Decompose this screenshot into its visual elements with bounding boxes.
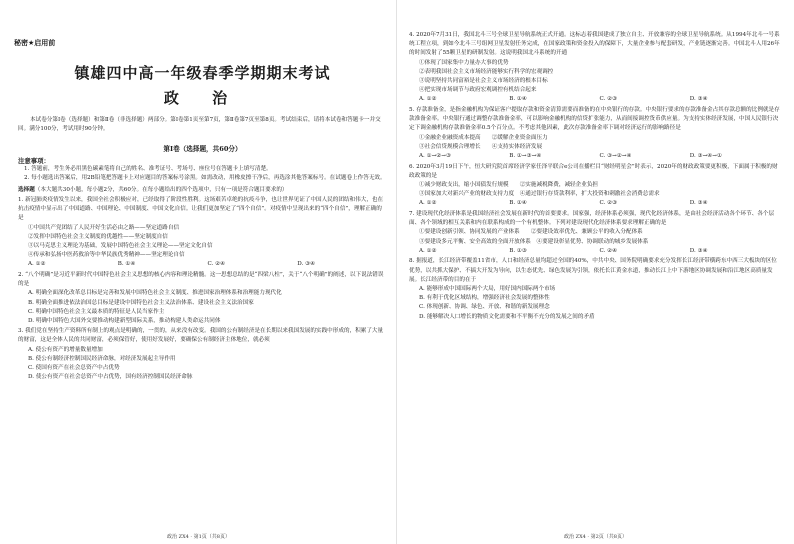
question-option: D. 能够解决人口增长的物质文化需要和不平衡不充分的发展之间的矛盾 [419, 313, 595, 320]
choice-a: A. ①→②→③ [419, 153, 452, 160]
question-item: ①减少财政支出，缩小国债发行规模 ②实施减税降费，减轻企业负担 [419, 182, 599, 189]
question-option: D. 使公有资产在社会总资产中占优势，国有经济控制国民经济命脉 [28, 374, 193, 381]
answer-choices [18, 260, 387, 270]
section-title: 第Ⅰ卷（选择题，共60分） [163, 145, 242, 154]
question-option: A. 能够形成中国国际两个大局，用好国内国际两个市场 [419, 286, 556, 293]
notice-item: 2. 每小题选出答案后，用2B铅笔把答题卡上对应题目的答案标号涂黑。如需改动，用橡皮擦干净后，再选涂其他答案标号。在试题卷上作答无效。 [24, 174, 386, 181]
question-item: ③国家加大对新兴产业的财政支持力度 ④通过银行存贷款利率，扩大投资和刺激社会消费总需求 [419, 191, 660, 198]
question-2 [18, 271, 387, 326]
selection-instructions: （本大题共30小题，每小题2分，共60分。在每小题给出的四个选项中，只有一项是符合题目要求的） [34, 187, 288, 194]
choice-c: C. ③→②→④ [599, 153, 632, 160]
choice-a: A. ①② [419, 96, 437, 103]
choice-d: D. ③④ [297, 261, 316, 268]
exam-subject: 政 治 [163, 89, 242, 107]
choice-a: A. ①② [419, 200, 437, 207]
question-item: ①体现了国家集中力量办大事的优势 [419, 59, 509, 66]
choice-c: C. ②④ [599, 247, 618, 254]
choice-c: C. ②③ [599, 200, 618, 207]
answer-choices [409, 95, 780, 105]
notice-item: 1. 答题前，考生务必用黑色碳素笔将自己的姓名、准考证号、考场号、座位号在答题卡上填写清楚。 [24, 166, 272, 173]
question-1 [18, 196, 387, 270]
answer-choices [409, 152, 780, 162]
question-option: D. 明确中国特色大国外交要推动构建新型国际关系，推动构建人类命运共同体 [28, 318, 221, 324]
question-item: ①金融企业融资成本提高 ②缓解企业资金面压力 [419, 134, 548, 141]
answer-choices [409, 199, 780, 209]
question-item: ③以马克思主义理论为基础，发展中国特色社会主义理论——坚定文化自信 [28, 242, 213, 249]
question-option: A. 明确全面深化改革总目标是完善和发展中国特色社会主义制度、推进国家治理体系和治理能力现代化 [28, 290, 282, 297]
question-4 [409, 31, 780, 105]
choice-b: B. ①④ [509, 200, 527, 207]
question-stem: 3. 我们党在坚持生产资料所有制上的观点是明确的，一贯的，从来没有改变。我国的公有制经济是在长期以来我国发展的实践中形成的，积累了大量的财富，这是全体人民的共同财富，必须保管好，使用好发展好，要确保公有制经济主体地位，就必须 [18, 328, 384, 344]
question-stem: 5. 存款准备金，是指金融机构为保证客户提取存款和资金清算需要而准备的在中央银行的存款。中央银行要求的存款准备金占其存款总额的比例就是存款准备金率。中央银行通过调整存款准备金率，可以影响金融机构的信贷扩张能力，从而间接调控货币供应量。为支持实体经济发展，中国人民银行决定下调金融机构存款准备金率0.5个百分点。不考虑其他因素，此次存款准备金率下调对经济运行的影响路径是 [409, 107, 780, 132]
question-item: ②表明我国社会主义市场经济能够实行科学的宏观调控 [419, 68, 554, 75]
exam-title: 镇雄四中高一年级春季学期期末考试 [74, 64, 331, 82]
question-stem: 2. “八个明确”是习近平新时代中国特色社会主义思想的核心内容和理论精髓。这一思想总结的是“四梁八柱”，关于“八个明确”的阐述，以下说法错误的是 [18, 271, 384, 288]
question-6 [409, 163, 780, 209]
question-item: ①中国共产党团结了人民开好生活必由之路——坚定道路自信 [28, 224, 180, 231]
page-footer: 政治 ZX4 · 第2页（共8页） [564, 534, 627, 540]
question-stem: 6. 2020年3月19日下午，恒大研究院首席经济学家任泽平联合e公司在播栏目“财经明星会”时表示，2020年的财政政策要更积极，下面属于积极的财政政策的是 [409, 163, 778, 179]
notice-heading: 注意事项： [18, 157, 50, 166]
question-option: C. 体现创新、协调、绿色、开放、和谐的新发展理念 [419, 304, 550, 311]
question-stem: 4. 2020年7月31日，我国北斗三号全球卫星导航系统正式开通。这标志着我国建成了独立自主、开放兼容的全球卫星导航系统。从1994年北斗一号系统工程立项，到如今北斗三号组网卫星发射任务完成，在国家政策和资金投入的保障下，大量企业参与配套研发，产业链逐渐完善。中国北斗人用26年的时间发射了55颗卫星的研制发射。这说明我国北斗系统的开通 [409, 32, 780, 57]
selection-intro [18, 186, 387, 195]
question-item: ③要建设多元平衡、安全高效的全面开放体系 ④要建设彰显优势、协调联动的城乡发展体系 [419, 238, 649, 245]
question-option: A. 使公有资产的增量数量增加 [28, 346, 103, 353]
choice-d: D. ③④ [689, 247, 708, 254]
choice-d: D. ③→④→① [689, 153, 723, 160]
choice-b: B. ①→③→④ [509, 153, 542, 160]
answer-choices [409, 247, 780, 257]
selection-label: 选择题 [18, 187, 35, 194]
secret-label: 秘密★启用前 [14, 39, 56, 47]
choice-a: A. ①② [28, 261, 46, 268]
choice-d: D. ③④ [689, 96, 708, 103]
question-8 [409, 257, 780, 321]
question-stem: 7. 建设现代化经济体系是我国经济社会发展在新时代的首要要求。国家强，经济体系必须强，现代化经济体系，是由社会经济活动各个环节、各个层面、各个领域的相互关系和内在联系构成的一个有机整体。下列对建设现代化经济体系要求理解正确的是 [409, 211, 775, 227]
question-option: C. 明确中国特色社会主义最本质的特征是人民当家作主 [28, 308, 165, 315]
choice-c: C. ②③ [599, 96, 618, 103]
choice-b: B. ①④ [117, 261, 136, 268]
choice-c: C. ②④ [207, 261, 226, 268]
question-option: B. 有利于优化区域结构，增强经济社会发展的整体性 [419, 295, 550, 302]
question-7 [409, 210, 780, 256]
question-option: C. 使国有资产在社会总资产中占优势 [28, 365, 120, 372]
choice-b: B. ①③ [509, 247, 527, 254]
question-item: ③说明坚持共同富裕是社会主义市场经济的根本目标 [419, 78, 548, 85]
choice-a: A. ①② [419, 247, 437, 254]
question-5 [409, 106, 780, 162]
choice-b: B. ①④ [509, 96, 527, 103]
choice-d: D. ③④ [689, 200, 708, 207]
question-item: ③社会信贷规模合理增长 ④支持实体经济发展 [419, 143, 543, 150]
question-3 [18, 327, 387, 382]
question-stem: 1. 新冠肺炎疫情发生以来，我国全社会积极应对，已经取得了阶段性胜利。这场艰苦卓绝的抗疫斗争，也让世界见证了中国人民的团结和伟大，也在抗击疫情中显示出了中国道路、中国理论、中国制度、中国文化自信。让我们更加坚定了“四个自信”。对疫情中呈现出来的“四个自信”，理解正确的是 [18, 196, 384, 222]
question-stem: 8. 据报道，长江经济带覆盖11省市，人口和经济总量均超过全国的40%，中共中央、国务院明确要求充分发挥长江经济带横跨东中西三大板块的区位优势，以共抓大保护、不搞大开发为导向，以生态优先、绿色发展为引领，依托长江黄金水道，推动长江上中下游地区协调发展和沿江地区高质量发展。长江经济带的目的在于 [409, 258, 777, 283]
question-option: B. 明确全面推进依法治国总目标是建设中国特色社会主义法治体系、建设社会主义法治国家 [28, 299, 254, 306]
question-item: ④把实现市场调节与政府宏观调控有机结合起来 [419, 87, 537, 94]
question-item: ①要建设创新引领、协同发展的产业体系 ②要建设效率优先、兼顾公平的收入分配体系 [419, 229, 643, 236]
question-item: ②发挥中国特色社会主义制度的优越性——坚定制度自信 [28, 233, 168, 240]
page-two [397, 0, 794, 544]
question-item: ④传承和弘扬中医药救治等中华民族优秀精神——坚定理论自信 [28, 252, 185, 259]
page-footer: 政治 ZX4 · 第1页（共8页） [167, 534, 230, 540]
question-option: B. 使公有制经济控制国民经济命脉，对经济发展起主导作用 [28, 355, 176, 362]
exam-intro: 本试卷分第Ⅰ卷（选择题）和第Ⅱ卷（非选择题）两部分。第Ⅰ卷第1页至第7页，第Ⅱ卷第7页至第8页。考试结束后，请将本试卷和答题卡一并交回。满分100分，考试用时90分钟。 [18, 117, 381, 132]
